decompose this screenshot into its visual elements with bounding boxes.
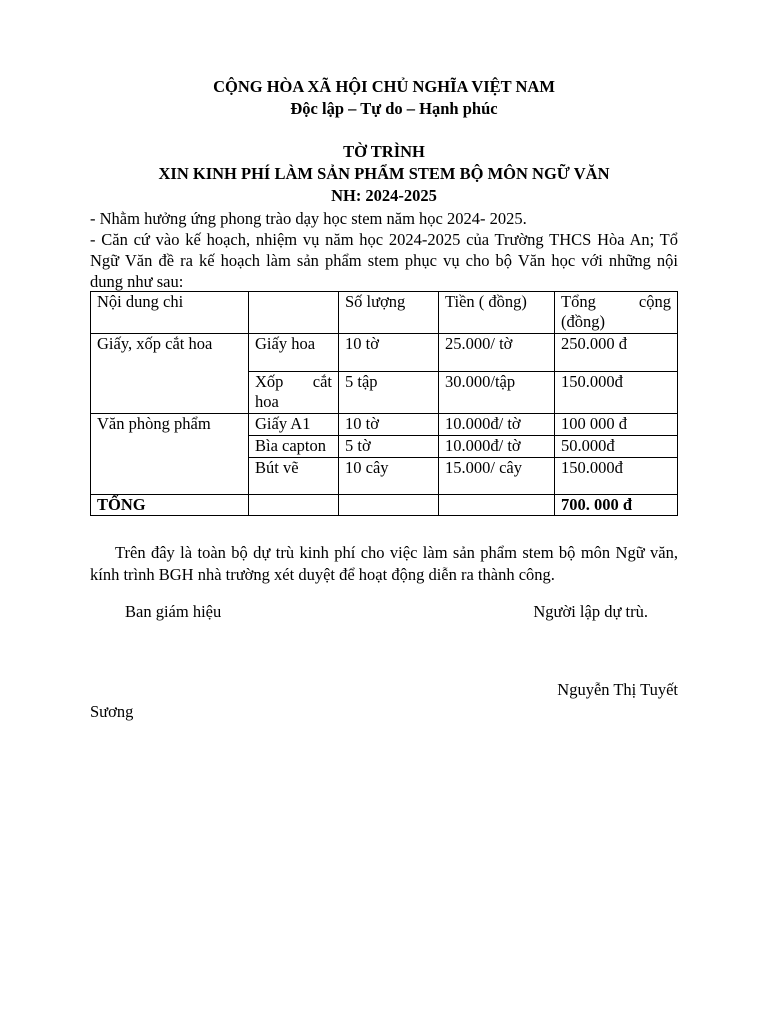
- intro-section: [90, 208, 678, 292]
- group-cell: Văn phòng phẩm: [91, 414, 249, 495]
- empty-cell: [249, 495, 339, 516]
- total-cell: 150.000đ: [555, 372, 678, 414]
- table-header-row: [91, 292, 678, 334]
- budget-table: [90, 291, 678, 516]
- table-row: [91, 414, 678, 436]
- item-cell: Xốp cắt hoa: [249, 372, 339, 414]
- total-cell: 250.000 đ: [555, 334, 678, 372]
- price-cell: 25.000/ tờ: [439, 334, 555, 372]
- intro-paragraph-2: - Căn cứ vào kế hoạch, nhiệm vụ năm học 2024-2025 của Trường THCS Hòa An; Tổ Ngữ Văn đề ra kế hoạch làm sản phẩm stem phục vụ cho bộ Văn học với những nội dung như sau:: [90, 230, 678, 291]
- grand-total: 700. 000 đ: [555, 495, 678, 516]
- national-motto: Độc lập – Tự do – Hạnh phúc: [290, 99, 498, 118]
- header-cell: Số lượng: [339, 292, 439, 334]
- table-total-row: [91, 495, 678, 516]
- signature-left-label: Ban giám hiệu: [125, 602, 222, 621]
- total-cell: 100 000 đ: [555, 414, 678, 436]
- doc-title: TỜ TRÌNH: [343, 142, 425, 161]
- qty-cell: 10 cây: [339, 458, 439, 495]
- doc-subtitle: XIN KINH PHÍ LÀM SẢN PHẨM STEM BỘ MÔN NGỮ VĂN: [158, 164, 610, 183]
- conclusion-paragraph: Trên đây là toàn bộ dự trù kinh phí cho việc làm sản phẩm stem bộ môn Ngữ văn, kính trình BGH nhà trường xét duyệt để hoạt động diễn ra thành công.: [90, 543, 678, 584]
- signature-right-label: Người lập dự trù.: [533, 602, 648, 621]
- total-cell: 50.000đ: [555, 436, 678, 458]
- empty-cell: [339, 495, 439, 516]
- signer-name-line1: Nguyễn Thị Tuyết: [557, 680, 678, 699]
- price-cell: 15.000/ cây: [439, 458, 555, 495]
- qty-cell: 5 tờ: [339, 436, 439, 458]
- header-cell: [249, 292, 339, 334]
- item-cell: Giấy hoa: [249, 334, 339, 372]
- national-title: CỘNG HÒA XÃ HỘI CHỦ NGHĨA VIỆT NAM: [213, 77, 555, 96]
- intro-paragraph-1: - Nhằm hưởng ứng phong trào dạy học stem năm học 2024- 2025.: [90, 209, 527, 228]
- price-cell: 10.000đ/ tờ: [439, 414, 555, 436]
- school-year: NH: 2024-2025: [331, 186, 437, 205]
- price-cell: 30.000/tập: [439, 372, 555, 414]
- item-cell: Bút vẽ: [249, 458, 339, 495]
- item-cell: Bìa capton: [249, 436, 339, 458]
- header-cell: Nội dung chi: [91, 292, 249, 334]
- group-cell: Giấy, xốp cắt hoa: [91, 334, 249, 414]
- signer-name-line2: Sương: [90, 702, 134, 721]
- total-cell: 150.000đ: [555, 458, 678, 495]
- item-cell: Giấy A1: [249, 414, 339, 436]
- empty-cell: [439, 495, 555, 516]
- price-cell: 10.000đ/ tờ: [439, 436, 555, 458]
- header-cell: Tiền ( đồng): [439, 292, 555, 334]
- table-row: [91, 334, 678, 372]
- header-cell: Tổng cộng (đồng): [555, 292, 678, 334]
- qty-cell: 10 tờ: [339, 334, 439, 372]
- total-label: TỔNG: [91, 495, 249, 516]
- qty-cell: 10 tờ: [339, 414, 439, 436]
- qty-cell: 5 tập: [339, 372, 439, 414]
